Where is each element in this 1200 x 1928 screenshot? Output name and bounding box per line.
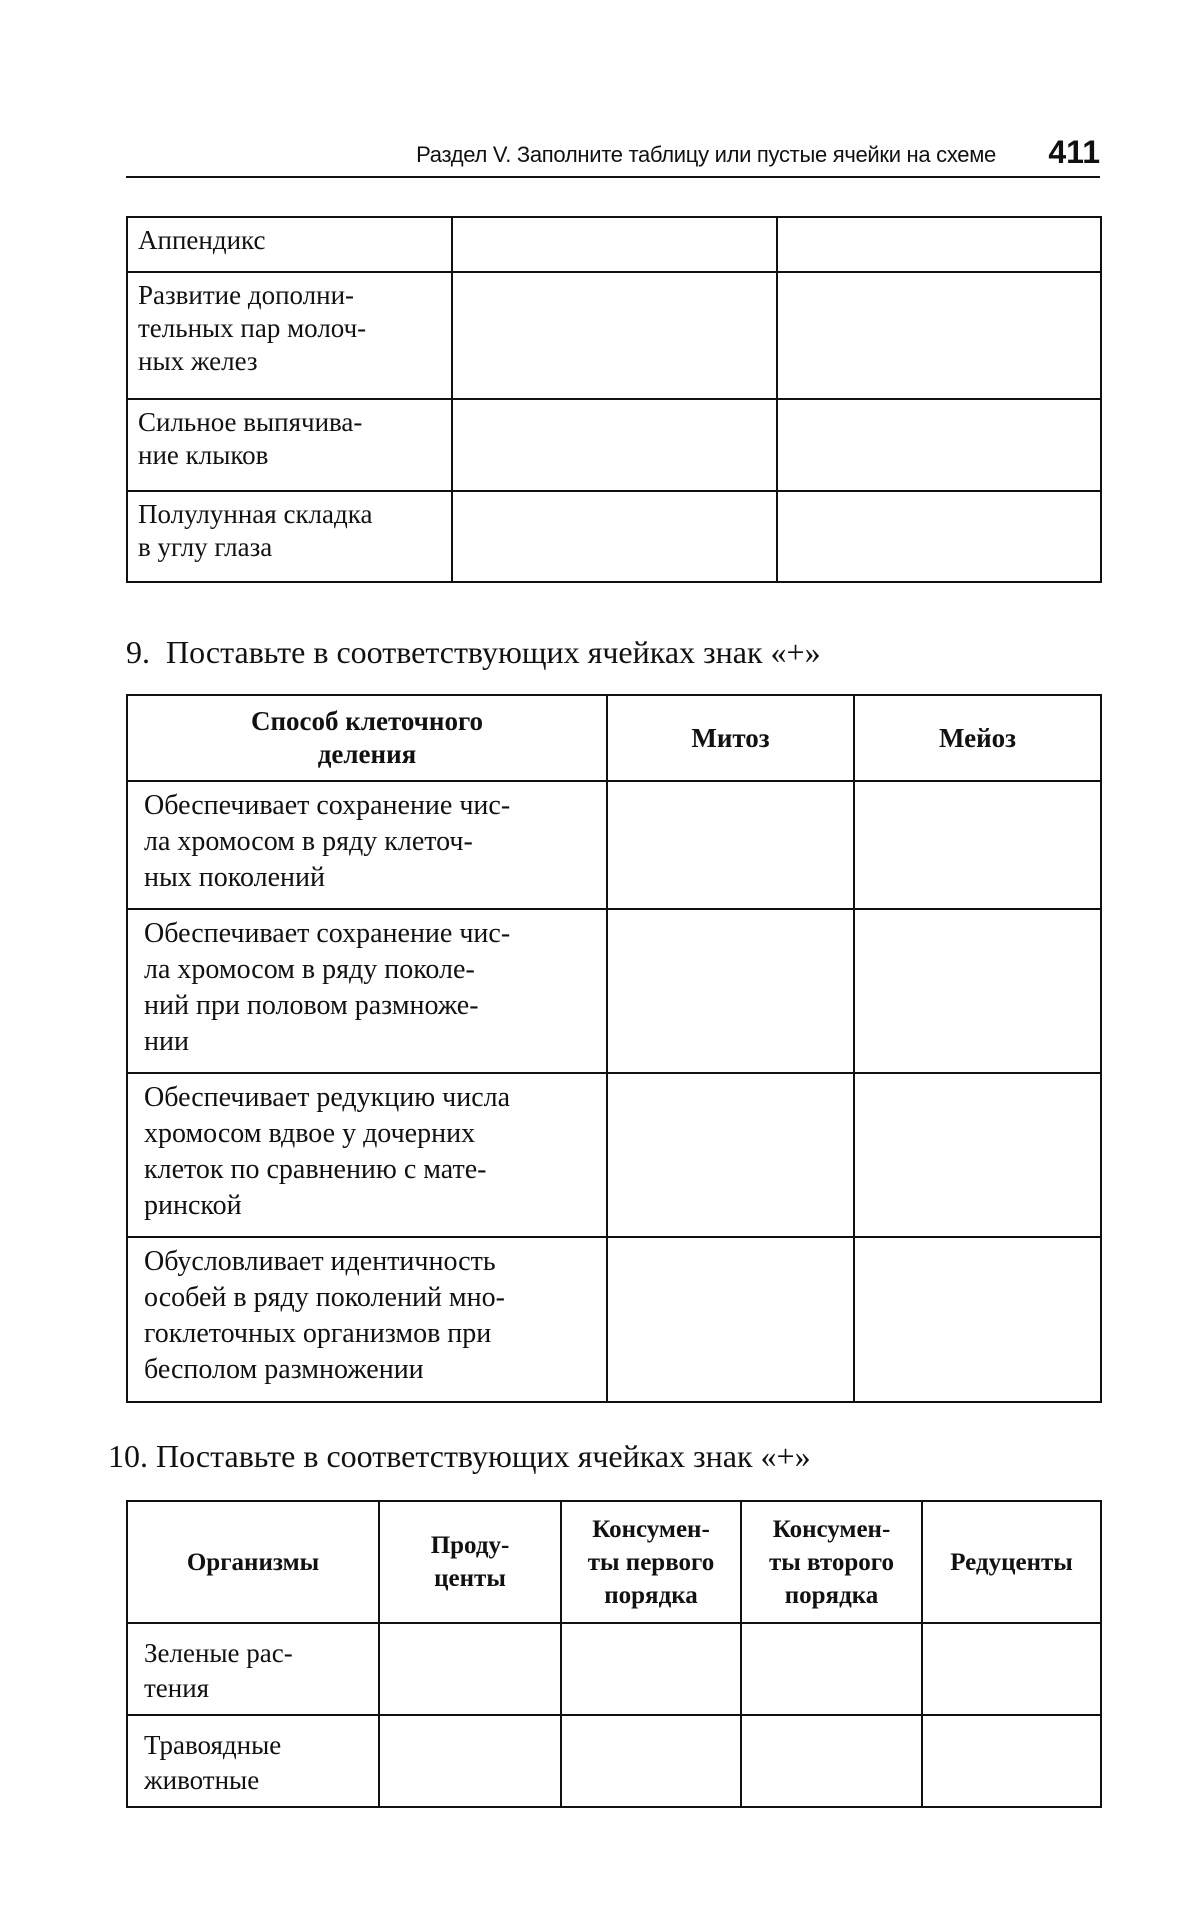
answer-cell[interactable] xyxy=(922,1715,1101,1807)
organism-cell: Зеленые рас- тения xyxy=(127,1623,379,1715)
table-row xyxy=(127,217,1101,272)
answer-cell[interactable] xyxy=(379,1623,561,1715)
answer-cell[interactable] xyxy=(854,1073,1101,1237)
trait-cell: Сильное выпячива- ние клыков xyxy=(127,399,452,491)
organism-cell: Травоядные животные xyxy=(127,1715,379,1807)
answer-cell[interactable] xyxy=(607,909,854,1073)
answer-cell[interactable] xyxy=(777,272,1101,399)
table-row xyxy=(127,781,1101,909)
table-header-row xyxy=(127,1501,1101,1623)
statement-cell: Обеспечивает сохранение чис- ла хромосом в ряду клеточ- ных поколений xyxy=(127,781,607,909)
table-row xyxy=(127,272,1101,399)
answer-cell[interactable] xyxy=(607,1237,854,1402)
task-9-instruction: 9. Поставьте в соответствующих ячейках знак «+» xyxy=(126,634,821,670)
task-10-instruction: 10. Поставьте в соответствующих ячейках знак «+» xyxy=(108,1438,811,1474)
trait-cell: Развитие дополни- тельных пар молоч- ных желез xyxy=(127,272,452,399)
cell-division-table xyxy=(126,694,1102,1403)
table-row xyxy=(127,909,1101,1073)
answer-cell[interactable] xyxy=(777,399,1101,491)
column-header: Консумен- ты первого порядка xyxy=(561,1501,741,1623)
answer-cell[interactable] xyxy=(452,491,777,582)
answer-cell[interactable] xyxy=(741,1623,922,1715)
section-title: Раздел V. Заполните таблицу или пустые ячейки на схеме xyxy=(416,142,996,167)
answer-cell[interactable] xyxy=(777,491,1101,582)
running-header xyxy=(126,134,1100,178)
table-row xyxy=(127,1623,1101,1715)
column-header: Мейоз xyxy=(854,695,1101,781)
trait-cell: Аппендикс xyxy=(127,217,452,272)
column-header: Способ клеточного деления xyxy=(127,695,607,781)
table-header-row xyxy=(127,695,1101,781)
answer-cell[interactable] xyxy=(452,217,777,272)
answer-cell[interactable] xyxy=(854,909,1101,1073)
column-header: Проду- центы xyxy=(379,1501,561,1623)
statement-cell: Обусловливает идентичность особей в ряду поколений мно- гоклеточных организмов при бесполом размножении xyxy=(127,1237,607,1402)
table-row xyxy=(127,491,1101,582)
page-number: 411 xyxy=(1048,134,1100,170)
answer-cell[interactable] xyxy=(854,781,1101,909)
food-chain-table xyxy=(126,1500,1102,1808)
answer-cell[interactable] xyxy=(379,1715,561,1807)
answer-cell[interactable] xyxy=(607,781,854,909)
table-row xyxy=(127,1237,1101,1402)
column-header: Консумен- ты второго порядка xyxy=(741,1501,922,1623)
traits-table xyxy=(126,216,1102,583)
answer-cell[interactable] xyxy=(561,1623,741,1715)
table-row xyxy=(127,1715,1101,1807)
column-header: Организмы xyxy=(127,1501,379,1623)
statement-cell: Обеспечивает редукцию числа хромосом вдвое у дочерних клеток по сравнению с мате- ринской xyxy=(127,1073,607,1237)
answer-cell[interactable] xyxy=(452,272,777,399)
column-header: Митоз xyxy=(607,695,854,781)
trait-cell: Полулунная складка в углу глаза xyxy=(127,491,452,582)
answer-cell[interactable] xyxy=(854,1237,1101,1402)
answer-cell[interactable] xyxy=(741,1715,922,1807)
table-row xyxy=(127,399,1101,491)
table-row xyxy=(127,1073,1101,1237)
answer-cell[interactable] xyxy=(561,1715,741,1807)
statement-cell: Обеспечивает сохранение чис- ла хромосом в ряду поколе- ний при половом размноже- нии xyxy=(127,909,607,1073)
answer-cell[interactable] xyxy=(922,1623,1101,1715)
column-header: Редуценты xyxy=(922,1501,1101,1623)
answer-cell[interactable] xyxy=(452,399,777,491)
answer-cell[interactable] xyxy=(607,1073,854,1237)
answer-cell[interactable] xyxy=(777,217,1101,272)
